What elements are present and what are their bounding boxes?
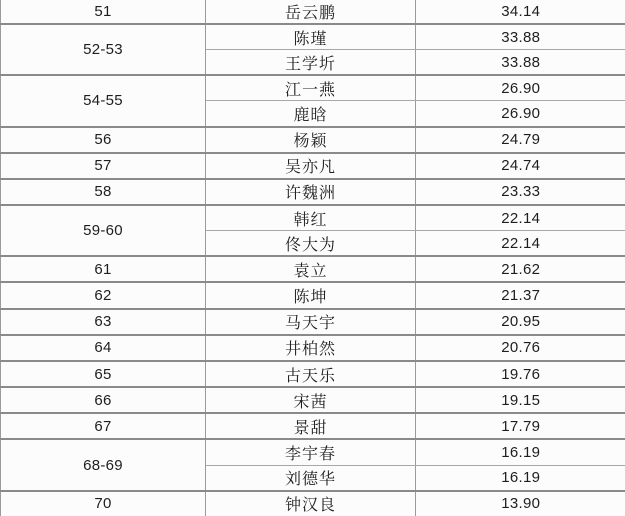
table-row (1, 75, 625, 101)
score-cell: 21.37 (416, 282, 625, 308)
score-cell: 20.95 (416, 309, 625, 335)
rank-cell: 62 (1, 282, 206, 308)
name-cell: 马天宇 (206, 309, 416, 335)
rank-cell: 67 (1, 413, 206, 439)
name-cell: 刘德华 (206, 465, 416, 491)
score-cell: 13.90 (416, 491, 625, 516)
table-row (1, 282, 625, 308)
table-row (1, 127, 625, 153)
name-cell: 韩红 (206, 205, 416, 231)
table-row (1, 491, 625, 516)
ranking-table-body (1, 0, 625, 516)
rank-cell: 52-53 (1, 24, 206, 75)
name-cell: 江一燕 (206, 75, 416, 101)
rank-cell: 58 (1, 179, 206, 205)
name-cell: 钟汉良 (206, 491, 416, 516)
name-cell: 宋茜 (206, 387, 416, 413)
name-cell: 岳云鹏 (206, 0, 416, 24)
score-cell: 23.33 (416, 179, 625, 205)
score-cell: 33.88 (416, 50, 625, 76)
rank-cell: 66 (1, 387, 206, 413)
score-cell: 24.74 (416, 153, 625, 179)
score-cell: 34.14 (416, 0, 625, 24)
score-cell: 17.79 (416, 413, 625, 439)
name-cell: 陈坤 (206, 282, 416, 308)
score-cell: 16.19 (416, 439, 625, 465)
name-cell: 井柏然 (206, 335, 416, 361)
rank-cell: 61 (1, 256, 206, 282)
rank-cell: 57 (1, 153, 206, 179)
name-cell: 吴亦凡 (206, 153, 416, 179)
rank-cell: 51 (1, 0, 206, 24)
name-cell: 杨颖 (206, 127, 416, 153)
table-row (1, 439, 625, 465)
rank-cell: 64 (1, 335, 206, 361)
name-cell: 古天乐 (206, 361, 416, 387)
score-cell: 16.19 (416, 465, 625, 491)
name-cell: 李宇春 (206, 439, 416, 465)
table-row (1, 256, 625, 282)
score-cell: 19.15 (416, 387, 625, 413)
score-cell: 21.62 (416, 256, 625, 282)
score-cell: 22.14 (416, 231, 625, 257)
rank-cell: 63 (1, 309, 206, 335)
rank-cell: 59-60 (1, 205, 206, 256)
table-row (1, 309, 625, 335)
table-row (1, 205, 625, 231)
score-cell: 33.88 (416, 24, 625, 50)
name-cell: 鹿晗 (206, 101, 416, 127)
name-cell: 王学圻 (206, 50, 416, 76)
name-cell: 许魏洲 (206, 179, 416, 205)
score-cell: 20.76 (416, 335, 625, 361)
rank-cell: 70 (1, 491, 206, 516)
score-cell: 24.79 (416, 127, 625, 153)
table-row (1, 335, 625, 361)
table-row (1, 153, 625, 179)
table-row (1, 24, 625, 50)
score-cell: 22.14 (416, 205, 625, 231)
name-cell: 佟大为 (206, 231, 416, 257)
table-row (1, 387, 625, 413)
rank-cell: 54-55 (1, 75, 206, 126)
score-cell: 19.76 (416, 361, 625, 387)
rank-cell: 65 (1, 361, 206, 387)
name-cell: 袁立 (206, 256, 416, 282)
name-cell: 景甜 (206, 413, 416, 439)
rank-cell: 68-69 (1, 439, 206, 490)
name-cell: 陈瑾 (206, 24, 416, 50)
table-row (1, 413, 625, 439)
score-cell: 26.90 (416, 75, 625, 101)
score-cell: 26.90 (416, 101, 625, 127)
table-row (1, 361, 625, 387)
table-row (1, 179, 625, 205)
table-row (1, 0, 625, 24)
rank-cell: 56 (1, 127, 206, 153)
